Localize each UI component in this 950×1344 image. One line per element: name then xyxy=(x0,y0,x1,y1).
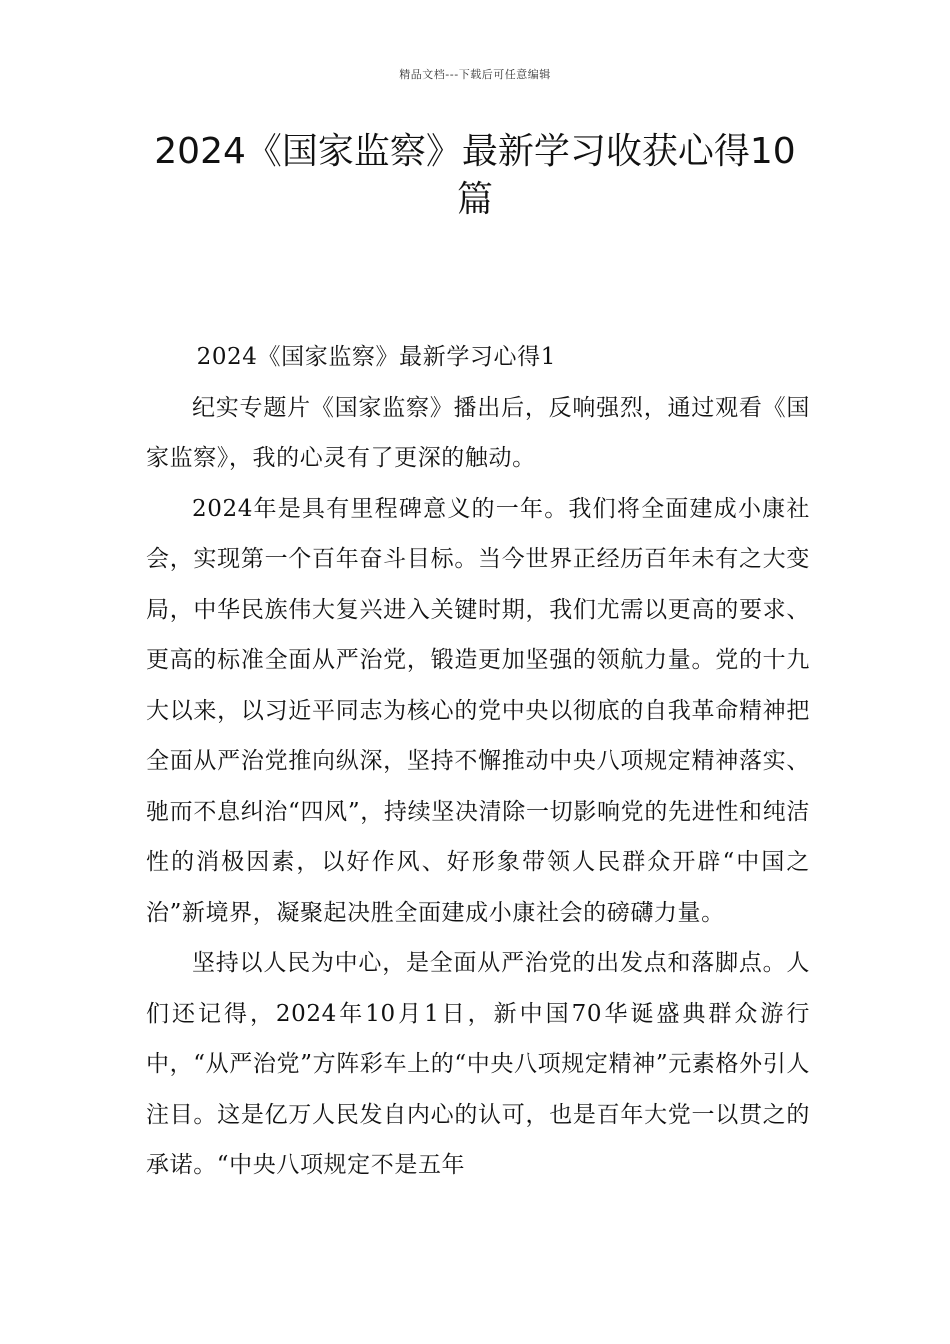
body-paragraph: 2024年是具有里程碑意义的一年。我们将全面建成小康社会，实现第一个百年奋斗目标。当今世界正经历百年未有之大变局，中华民族伟大复兴进入关键时期，我们尤需以更高的要求、更高的标准全面从严治党，锻造更加坚强的领航力量。党的十九大以来，以习近平同志为核心的党中央以彻底的自我革命精神把全面从严治党推向纵深，坚持不懈推动中央八项规定精神落实、驰而不息纠治“四风”，持续坚决清除一切影响党的先进性和纯洁性的消极因素，以好作风、好形象带领人民群众开辟“中国之治”新境界，凝聚起决胜全面建成小康社会的磅礴力量。 xyxy=(146,495,810,926)
document-title: 2024《国家监察》最新学习收获心得10篇 xyxy=(154,131,796,220)
document-body xyxy=(146,332,810,1191)
body-paragraph: 坚持以人民为中心，是全面从严治党的出发点和落脚点。人们还记得，2024年10月1日，新中国70华诞盛典群众游行中，“从严治党”方阵彩车上的“中央八项规定精神”元素格外引人注目。这是亿万人民发自内心的认可，也是百年大党一以贯之的承诺。“中央八项规定不是五年 xyxy=(146,950,810,1178)
section-heading: 2024《国家监察》最新学习心得1 xyxy=(196,344,556,370)
body-paragraph: 纪实专题片《国家监察》播出后，反响强烈，通过观看《国家监察》，我的心灵有了更深的触动。 xyxy=(146,394,810,471)
document-header-note: 精品文档---下载后可任意编辑 xyxy=(399,68,551,81)
